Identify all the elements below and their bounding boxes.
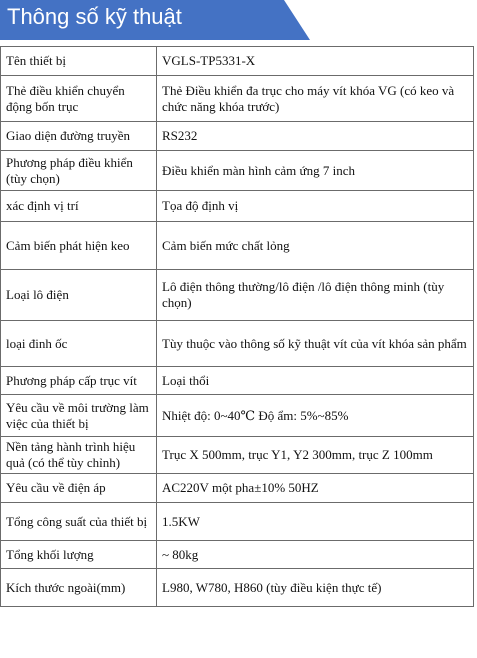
row-label: Tổng công suất của thiết bị	[1, 503, 157, 541]
row-value: ~ 80kg	[157, 541, 474, 569]
row-value: Tọa độ định vị	[157, 191, 474, 222]
row-label: loại đinh ốc	[1, 321, 157, 367]
table-row	[1, 222, 474, 270]
row-label: Phương pháp cấp trục vít	[1, 367, 157, 395]
row-value: Điều khiển màn hình cảm ứng 7 inch	[157, 151, 474, 191]
row-label: Giao diện đường truyền	[1, 122, 157, 151]
table-row	[1, 321, 474, 367]
row-label: Yêu cầu về môi trường làm việc của thiết bị	[1, 395, 157, 437]
table-row	[1, 541, 474, 569]
row-value: Thẻ Điều khiển đa trục cho máy vít khóa VG (có keo và chức năng khóa trước)	[157, 76, 474, 122]
row-value: RS232	[157, 122, 474, 151]
row-label: Thẻ điều khiển chuyển động bốn trục	[1, 76, 157, 122]
row-value: VGLS-TP5331-X	[157, 47, 474, 76]
row-label: Yêu cầu về điện áp	[1, 474, 157, 503]
table-row	[1, 437, 474, 474]
table-row	[1, 474, 474, 503]
table-row	[1, 270, 474, 321]
row-label: Nền tảng hành trình hiệu quả (có thể tùy chỉnh)	[1, 437, 157, 474]
row-value: AC220V một pha±10% 50HZ	[157, 474, 474, 503]
table-row	[1, 395, 474, 437]
row-label: Tổng khối lượng	[1, 541, 157, 569]
row-label: Loại lô điện	[1, 270, 157, 321]
row-value: Loại thổi	[157, 367, 474, 395]
table-row	[1, 122, 474, 151]
row-value: Trục X 500mm, trục Y1, Y2 300mm, trục Z 100mm	[157, 437, 474, 474]
row-value: Cảm biến mức chất lỏng	[157, 222, 474, 270]
table-row	[1, 47, 474, 76]
table-row	[1, 76, 474, 122]
row-label: Tên thiết bị	[1, 47, 157, 76]
page-title: Thông số kỹ thuật	[7, 4, 182, 29]
row-value: Tùy thuộc vào thông số kỹ thuật vít của vít khóa sản phẩm	[157, 321, 474, 367]
table-row	[1, 191, 474, 222]
row-label: Kích thước ngoài(mm)	[1, 569, 157, 607]
table-row	[1, 503, 474, 541]
table-row	[1, 151, 474, 191]
table-row	[1, 569, 474, 607]
row-value: Nhiệt độ: 0~40℃ Độ ẩm: 5%~85%	[157, 395, 474, 437]
row-value: L980, W780, H860 (tùy điều kiện thực tế)	[157, 569, 474, 607]
row-label: xác định vị trí	[1, 191, 157, 222]
table-row	[1, 367, 474, 395]
row-label: Phương pháp điều khiển (tùy chọn)	[1, 151, 157, 191]
row-value: Lô điện thông thường/lô điện /lô điện thông minh (tùy chọn)	[157, 270, 474, 321]
spec-table	[0, 46, 474, 607]
row-value: 1.5KW	[157, 503, 474, 541]
row-label: Cảm biến phát hiện keo	[1, 222, 157, 270]
